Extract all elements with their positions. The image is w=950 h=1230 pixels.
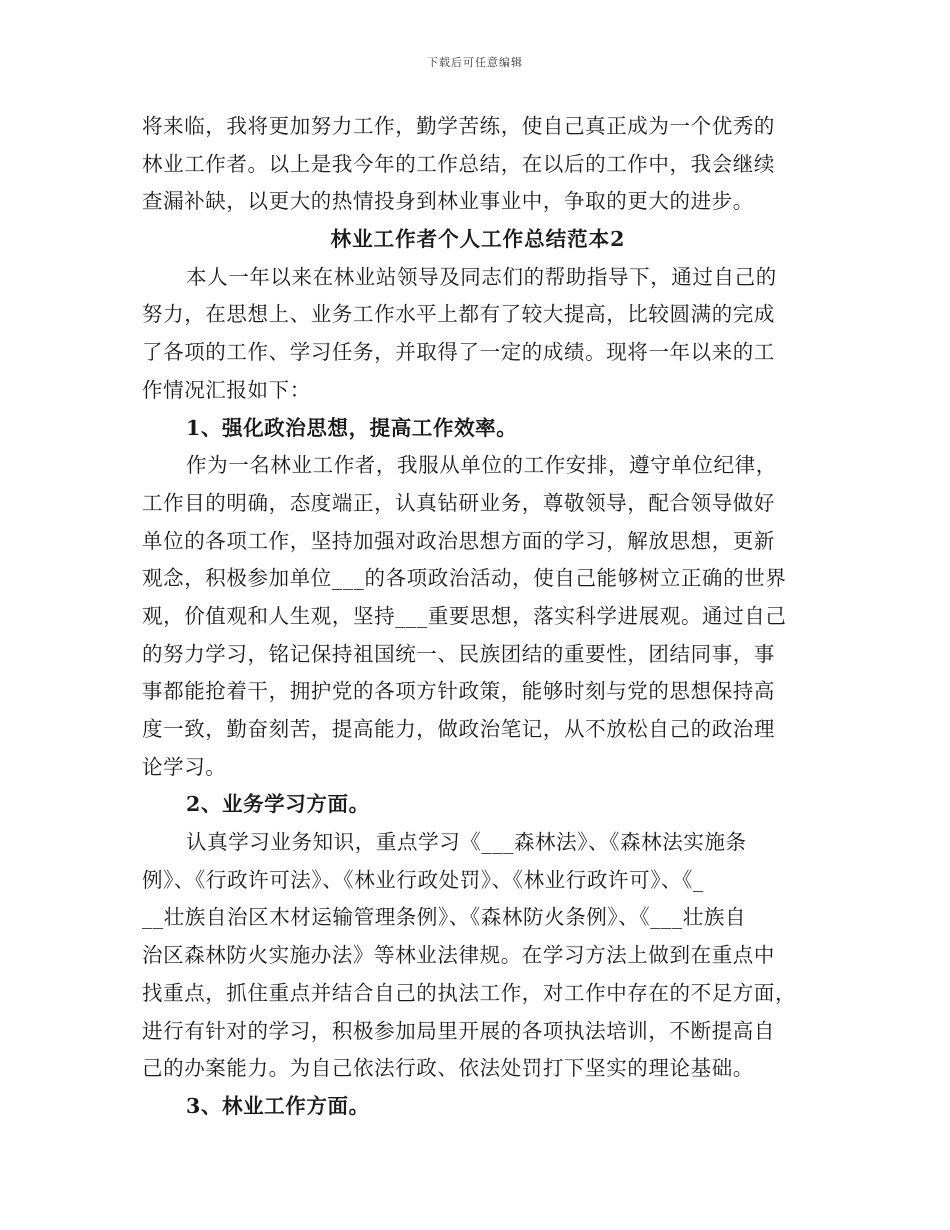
subheading-1: 1、强化政治思想，提高工作效率。 [186, 415, 518, 440]
paragraph-first-line: 认真学习业务知识，重点学习《___森林法》、《森林法实施条 [186, 830, 747, 855]
page-header-note: 下载后可任意编辑 [427, 56, 523, 69]
body-line: 己的办案能力。为自己依法行政、依法处罚打下坚实的理论基础。 [142, 1056, 754, 1081]
paragraph-first-line: 本人一年以来在林业站领导及同志们的帮助指导下，通过自己的 [186, 264, 777, 289]
body-line: 工作目的明确，态度端正，认真钻研业务，尊敬领导，配合领导做好 [142, 490, 775, 515]
body-line: 林业工作者。以上是我今年的工作总结，在以后的工作中，我会继续 [142, 151, 775, 176]
body-line: 进行有针对的学习，积极参加局里开展的各项执法培训，不断提高自 [142, 1018, 775, 1043]
document-body [142, 108, 814, 1126]
body-line: 单位的各项工作，坚持加强对政治思想方面的学习，解放思想，更新 [142, 528, 775, 553]
body-line: 了各项的工作、学习任务，并取得了一定的成绩。现将一年以来的工 [142, 340, 775, 365]
body-line: 观念，积极参加单位___的各项政治活动，使自己能够树立正确的世界 [142, 566, 787, 591]
subheading-2: 2、业务学习方面。 [186, 792, 370, 817]
body-line: 度一致，勤奋刻苦，提高能力，做政治笔记，从不放松自己的政治理 [142, 717, 775, 741]
body-line: 将来临，我将更加努力工作，勤学苦练，使自己真正成为一个优秀的 [142, 114, 775, 138]
body-line: __壮族自治区木材运输管理条例》、《森林防火条例》、《___壮族自 [142, 905, 747, 930]
body-line: 治区森林防火实施办法》等林业法律规。在学习方法上做到在重点中 [142, 943, 775, 968]
body-line: 的努力学习，铭记保持祖国统一、民族团结的重要性，团结同事，事 [142, 641, 775, 666]
body-line: 作情况汇报如下： [142, 377, 311, 402]
section-title: 林业工作者个人工作总结范本2 [330, 227, 626, 252]
body-line: 论学习。 [142, 754, 227, 779]
body-line: 努力，在思想上、业务工作水平上都有了较大提高，比较圆满的完成 [142, 302, 775, 327]
paragraph-first-line: 作为一名林业工作者，我服从单位的工作安排，遵守单位纪律， [186, 453, 777, 478]
body-line: 例》、《行政许可法》、《林业行政处罚》、《林业行政许可》、《_ [142, 867, 704, 892]
body-line: 观，价值观和人生观，坚持___重要思想，落实科学进展观。通过自己 [142, 603, 787, 628]
body-line: 事都能抢着干，拥护党的各项方针政策，能够时刻与党的思想保持高 [142, 679, 775, 704]
subheading-3: 3、林业工作方面。 [186, 1093, 370, 1118]
body-line: 找重点，抓住重点并结合自己的执法工作，对工作中存在的不足方面， [142, 980, 797, 1005]
body-line: 查漏补缺，以更大的热情投身到林业事业中，争取的更大的进步。 [142, 189, 754, 214]
